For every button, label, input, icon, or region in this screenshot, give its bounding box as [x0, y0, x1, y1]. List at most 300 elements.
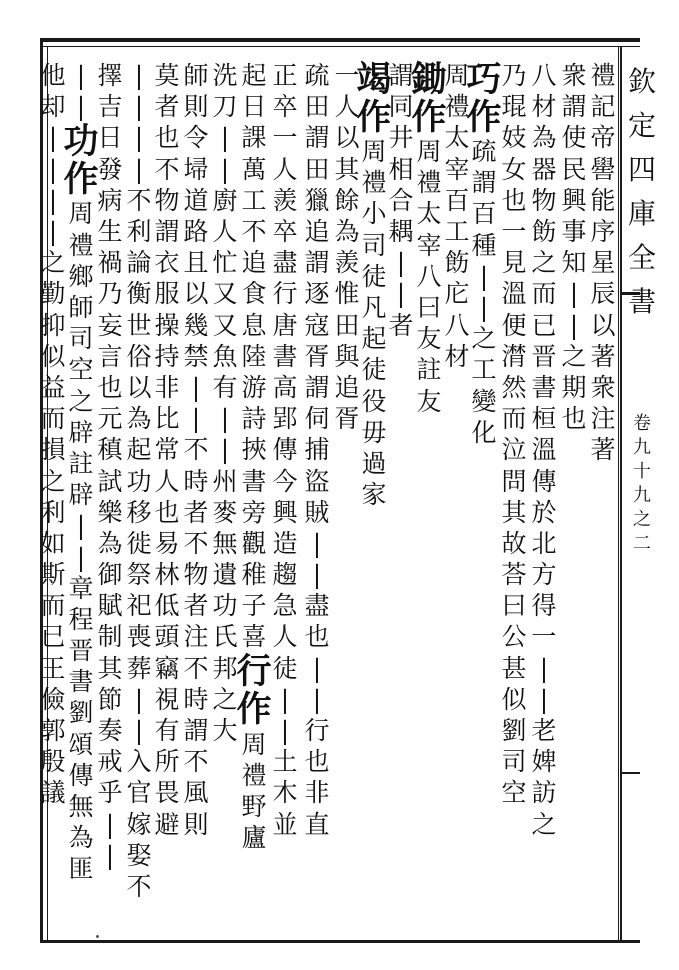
text-char: 非	[154, 372, 180, 402]
text-char: 正	[272, 61, 298, 91]
text-char: 辟	[68, 480, 94, 510]
text-char: 元	[97, 404, 123, 434]
text-char: 為	[97, 528, 123, 558]
text-char: 有	[212, 372, 238, 402]
text-char: 乃	[501, 61, 527, 91]
text-char: 種	[471, 230, 497, 260]
text-char: 胥	[334, 404, 360, 434]
text-char: 家	[361, 480, 387, 510]
text-char: 鄉	[68, 261, 94, 291]
text-char: 祀	[126, 591, 152, 621]
text-char: 埽	[183, 154, 209, 184]
volume-label-char: 十	[633, 461, 651, 482]
text-char: 也	[97, 372, 123, 402]
column-text	[239, 729, 269, 854]
text-char: 謂	[154, 217, 180, 247]
text-char: 則	[183, 809, 209, 839]
text-char: 刀	[212, 92, 238, 122]
text-char: 郢	[272, 404, 298, 434]
text-char: 追	[241, 248, 267, 278]
text-column	[236, 60, 272, 853]
column-text	[210, 621, 240, 746]
text-char: 惟	[334, 279, 360, 309]
text-char: 物	[183, 560, 209, 590]
ditto-mark: |	[134, 716, 144, 746]
text-char: 羨	[334, 248, 360, 278]
text-char: 挾	[241, 435, 267, 465]
text-char: 泣	[501, 435, 527, 465]
text-char: 捕	[304, 435, 330, 465]
text-char: 以	[126, 372, 152, 402]
text-column	[559, 60, 589, 434]
text-char: 宰	[416, 230, 442, 260]
text-char: 無	[212, 528, 238, 558]
text-char: 他	[40, 61, 66, 91]
text-char: 庀	[444, 279, 470, 309]
text-char: 所	[154, 747, 180, 777]
text-char: 潸	[501, 341, 527, 371]
text-char: 禮	[241, 760, 267, 790]
text-char: 也	[304, 622, 330, 652]
text-char: 利	[126, 217, 152, 247]
text-char: 視	[154, 684, 180, 714]
text-char: 謂	[304, 248, 330, 278]
text-char: 禮	[416, 168, 442, 198]
text-char: 然	[501, 372, 527, 402]
text-char: 逐	[304, 279, 330, 309]
text-char: 之	[40, 466, 66, 496]
text-char: 使	[561, 123, 587, 153]
text-char: 者	[183, 591, 209, 621]
text-char: 周	[241, 729, 267, 759]
text-char: 事	[561, 217, 587, 247]
text-char: 不	[126, 871, 152, 901]
text-char: 器	[531, 154, 557, 184]
text-char: 寇	[304, 310, 330, 340]
ditto-mark: |	[569, 310, 579, 340]
text-char: 胥	[304, 341, 330, 371]
text-char: 而	[40, 591, 66, 621]
text-char: 官	[126, 778, 152, 808]
ditto-mark: |	[220, 154, 230, 184]
entry-heading	[235, 653, 273, 729]
text-char: 殷	[40, 747, 66, 777]
text-char: 周	[361, 137, 387, 167]
volume-label-char: 之	[633, 509, 651, 530]
text-char: 辟	[68, 417, 94, 447]
text-char: 却	[40, 92, 66, 122]
ditto-mark: |	[280, 684, 290, 714]
column-text	[302, 653, 332, 840]
text-char: 興	[561, 185, 587, 215]
text-char: 書	[241, 466, 267, 496]
ditto-mark: |	[479, 293, 489, 323]
heading-char: 作	[411, 96, 447, 138]
text-column	[332, 60, 362, 434]
column-text	[181, 60, 211, 372]
ditto-mark: |	[134, 61, 144, 91]
text-char: 無	[68, 792, 94, 822]
text-char: 林	[154, 560, 180, 590]
ditto-mark: |	[48, 217, 58, 247]
heading-char: 作	[63, 158, 99, 200]
text-char: 禮	[590, 61, 616, 91]
ditto-mark: |	[48, 123, 58, 153]
text-char: 八	[416, 261, 442, 291]
text-char: 謂	[388, 61, 414, 91]
text-char: 以	[183, 279, 209, 309]
ditto-mark: |	[134, 92, 144, 122]
text-char: 材	[531, 92, 557, 122]
ditto-mark: |	[191, 372, 201, 402]
text-char: 為	[531, 123, 557, 153]
text-char: 其	[334, 154, 360, 184]
text-char: 故	[501, 528, 527, 558]
text-char: 路	[183, 217, 209, 247]
text-char: 八	[444, 310, 470, 340]
text-char: 書	[272, 341, 298, 371]
text-char: 以	[334, 123, 360, 153]
ditto-mark: |	[569, 279, 579, 309]
text-char: 野	[241, 792, 267, 822]
text-char: 盡	[272, 248, 298, 278]
text-char: 程	[68, 604, 94, 634]
text-char: 擇	[97, 61, 123, 91]
ditto-mark: |	[48, 154, 58, 184]
heading-char: 巧	[466, 58, 502, 100]
ditto-mark: |	[396, 279, 406, 309]
heading-char: 作	[236, 689, 272, 731]
text-char: 竊	[154, 653, 180, 683]
heading-char: 行	[236, 651, 272, 693]
text-char: 抑	[40, 310, 66, 340]
ditto-mark: |	[539, 653, 549, 683]
text-char: 宰	[444, 154, 470, 184]
ditto-mark: |	[479, 261, 489, 291]
text-char: 太	[416, 199, 442, 229]
text-char: 田	[304, 92, 330, 122]
text-char: 戒	[97, 747, 123, 777]
text-char: 耦	[388, 217, 414, 247]
text-char: 禍	[97, 248, 123, 278]
text-char: 老	[531, 716, 557, 746]
column-text	[152, 60, 182, 840]
text-char: 物	[154, 185, 180, 215]
text-char: 不	[183, 528, 209, 558]
text-char: 一	[272, 123, 298, 153]
running-title-char: 全	[627, 241, 656, 274]
text-char: 起	[361, 324, 387, 354]
text-char: 生	[97, 217, 123, 247]
text-char: 頌	[68, 729, 94, 759]
text-char: 游	[241, 372, 267, 402]
text-char: 息	[241, 310, 267, 340]
column-text	[210, 60, 240, 122]
text-char: 溫	[501, 279, 527, 309]
ditto-mark: |	[76, 542, 86, 572]
text-char: 民	[561, 154, 587, 184]
text-char: 入	[126, 747, 152, 777]
text-char: 賊	[304, 497, 330, 527]
volume-label-char: 九	[633, 485, 651, 506]
text-char: 稹	[97, 435, 123, 465]
column-text	[239, 60, 269, 653]
text-char: 工	[444, 217, 470, 247]
ditto-mark: |	[105, 809, 115, 839]
text-char: 章	[68, 573, 94, 603]
text-char: 趨	[272, 560, 298, 590]
text-char: 物	[531, 185, 557, 215]
text-char: 王	[40, 653, 66, 683]
column-text	[499, 60, 529, 809]
text-char: 損	[40, 435, 66, 465]
column-text	[66, 198, 96, 510]
text-char: 徒	[272, 653, 298, 683]
text-char: 婢	[531, 747, 557, 777]
text-char: 田	[334, 310, 360, 340]
text-char: 工	[241, 185, 267, 215]
ditto-mark: |	[312, 560, 322, 590]
text-char: 役	[361, 386, 387, 416]
text-char: 喪	[126, 622, 152, 652]
text-char: 相	[388, 154, 414, 184]
text-char: 注	[590, 404, 616, 434]
ditto-mark: |	[312, 684, 322, 714]
text-char: 友	[416, 324, 442, 354]
text-char: 師	[183, 61, 209, 91]
text-char: 已	[531, 310, 557, 340]
text-char: 謂	[561, 92, 587, 122]
column-text	[302, 528, 332, 653]
text-char: 世	[126, 310, 152, 340]
text-char: 衣	[154, 248, 180, 278]
text-char: 陸	[241, 341, 267, 371]
text-char: 晋	[531, 341, 557, 371]
text-char: 見	[501, 248, 527, 278]
text-char: 莫	[154, 61, 180, 91]
text-char: 又	[212, 310, 238, 340]
text-char: 已	[40, 622, 66, 652]
volume-label-char: 九	[633, 437, 651, 458]
text-char: 葬	[126, 653, 152, 683]
text-column	[466, 58, 502, 448]
text-char: 高	[272, 372, 298, 402]
text-char: 有	[154, 716, 180, 746]
text-char: 發	[97, 154, 123, 184]
text-column	[499, 60, 529, 809]
text-char: 廚	[212, 185, 238, 215]
text-char: 時	[183, 466, 209, 496]
text-char: 變	[471, 386, 497, 416]
text-char: 廬	[241, 823, 267, 853]
ditto-mark: |	[76, 92, 86, 122]
column-text	[38, 185, 68, 809]
text-char: 言	[97, 341, 123, 371]
text-char: 不	[183, 653, 209, 683]
text-char: 人	[272, 154, 298, 184]
column-text	[38, 60, 68, 122]
text-char: 田	[304, 154, 330, 184]
text-char: 不	[126, 185, 152, 215]
text-char: 奏	[97, 716, 123, 746]
text-char: 功	[212, 591, 238, 621]
text-char: 益	[40, 372, 66, 402]
text-char: 匪	[68, 854, 94, 884]
text-char: 課	[241, 123, 267, 153]
text-char: 過	[361, 448, 387, 478]
text-char: 洗	[212, 61, 238, 91]
text-char: 移	[126, 497, 152, 527]
column-text	[469, 261, 499, 448]
text-char: 操	[154, 310, 180, 340]
text-char: 也	[561, 404, 587, 434]
text-char: 非	[304, 778, 330, 808]
ditto-mark: |	[539, 684, 549, 714]
text-char: 議	[40, 778, 66, 808]
text-char: 女	[501, 154, 527, 184]
column-text	[95, 809, 125, 871]
text-char: 食	[241, 279, 267, 309]
text-char: 得	[531, 591, 557, 621]
text-char: 常	[154, 435, 180, 465]
text-column	[63, 60, 99, 885]
text-char: 而	[501, 404, 527, 434]
column-text	[270, 684, 300, 840]
text-char: 似	[40, 341, 66, 371]
text-char: 試	[97, 466, 123, 496]
text-char: 嚳	[590, 154, 616, 184]
column-text	[124, 122, 154, 683]
ditto-mark: |	[396, 248, 406, 278]
heading-char: 作	[466, 96, 502, 138]
text-char: 注	[183, 622, 209, 652]
text-char: 曰	[416, 293, 442, 323]
text-char: 盜	[304, 466, 330, 496]
text-char: 為	[334, 217, 360, 247]
text-char: 禮	[361, 168, 387, 198]
text-char: 魚	[212, 341, 238, 371]
column-text	[66, 60, 96, 122]
column-text	[529, 653, 559, 840]
text-char: 劉	[68, 698, 94, 728]
text-char: 遺	[212, 560, 238, 590]
text-char: 也	[154, 123, 180, 153]
text-char: 則	[183, 92, 209, 122]
text-char: 著	[590, 341, 616, 371]
ditto-mark: |	[134, 154, 144, 184]
text-char: 不	[241, 217, 267, 247]
text-char: 人	[212, 217, 238, 247]
text-char: 畏	[154, 778, 180, 808]
text-char: 凡	[361, 293, 387, 323]
text-char: 桓	[531, 404, 557, 434]
text-char: 低	[154, 591, 180, 621]
text-char: 一	[531, 622, 557, 652]
text-char: 也	[501, 185, 527, 215]
text-column	[356, 58, 392, 510]
text-char: 儉	[40, 684, 66, 714]
text-char: 幾	[183, 310, 209, 340]
column-text	[386, 247, 416, 341]
text-char: 晋	[68, 636, 94, 666]
text-char: 病	[97, 185, 123, 215]
text-char: 忙	[212, 248, 238, 278]
heading-char: 竭	[356, 58, 392, 100]
text-char: 妄	[97, 310, 123, 340]
text-char: 也	[304, 747, 330, 777]
text-char: 禮	[444, 92, 470, 122]
text-char: 傳	[531, 466, 557, 496]
text-char: 時	[183, 684, 209, 714]
text-char: 著	[590, 435, 616, 465]
text-char: 合	[388, 185, 414, 215]
text-char: 其	[97, 653, 123, 683]
column-text	[302, 60, 332, 528]
text-char: 服	[154, 279, 180, 309]
text-char: 又	[212, 279, 238, 309]
text-char: 為	[126, 404, 152, 434]
text-char: 追	[304, 217, 330, 247]
text-char: 人	[154, 466, 180, 496]
text-char: 星	[590, 248, 616, 278]
text-char: 羨	[272, 185, 298, 215]
speck	[96, 935, 99, 938]
text-column	[181, 60, 211, 840]
column-text	[66, 510, 96, 884]
text-char: 觀	[241, 528, 267, 558]
text-char: 論	[126, 248, 152, 278]
text-char: 材	[444, 341, 470, 371]
text-char: 日	[97, 123, 123, 153]
text-char: 太	[444, 123, 470, 153]
text-char: 謂	[183, 716, 209, 746]
ditto-mark: |	[134, 123, 144, 153]
text-char: 人	[272, 622, 298, 652]
text-char: 卒	[272, 217, 298, 247]
text-char: 師	[68, 293, 94, 323]
text-char: 功	[126, 466, 152, 496]
text-char: 利	[40, 497, 66, 527]
text-char: 空	[501, 778, 527, 808]
text-char: 徒	[361, 355, 387, 385]
text-char: 不	[154, 154, 180, 184]
text-char: 不	[183, 747, 209, 777]
text-char: 制	[97, 622, 123, 652]
text-char: 唐	[272, 310, 298, 340]
text-column	[302, 60, 332, 840]
text-char: 百	[471, 199, 497, 229]
text-char: 卒	[272, 92, 298, 122]
text-char: 徒	[361, 261, 387, 291]
text-char: 者	[388, 310, 414, 340]
text-char: 溫	[531, 435, 557, 465]
text-char: 萬	[241, 154, 267, 184]
text-char: 之	[68, 386, 94, 416]
ditto-mark: |	[220, 404, 230, 434]
text-char: 伺	[304, 404, 330, 434]
text-char: 琨	[501, 92, 527, 122]
text-char: 乃	[97, 279, 123, 309]
text-char: 書	[531, 372, 557, 402]
text-char: 記	[590, 92, 616, 122]
text-column	[38, 60, 68, 809]
column-text	[270, 60, 300, 684]
text-char: 為	[68, 823, 94, 853]
text-char: 稚	[241, 560, 267, 590]
column-text	[529, 60, 559, 653]
running-title-char: 庫	[627, 197, 656, 230]
top-border	[40, 38, 640, 42]
